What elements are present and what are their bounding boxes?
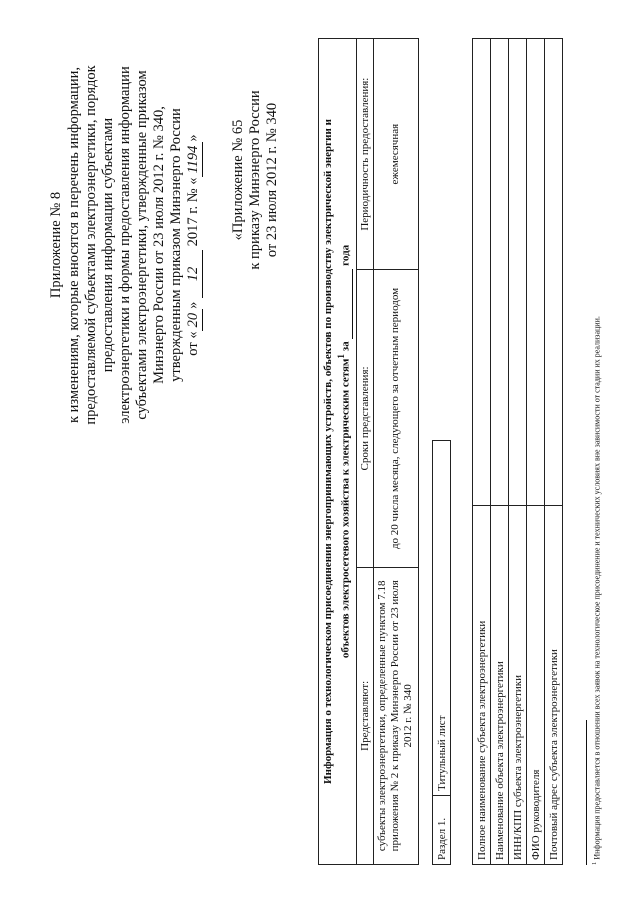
footnote-divider <box>586 720 587 865</box>
handwritten-day: 20 <box>185 309 203 332</box>
appendix-65-heading <box>230 65 281 295</box>
appendix-8-line: субъектами электроэнергетики, утвержденные приказом <box>134 70 150 420</box>
appendix-8-title: Приложение № 8 <box>48 191 64 299</box>
appendix-8-line: утвержденным приказом Минэнерго России <box>168 108 184 382</box>
date-prefix: от « <box>185 331 201 356</box>
report-title-za: за <box>339 341 352 354</box>
appendix-8-line: Минэнерго России от 23 июля 2012 г. № 340, <box>151 106 167 384</box>
deadline-value: до 20 числа месяца, следующего за отчетным периодом <box>373 270 418 567</box>
field-label-director: ФИО руководителя <box>527 506 545 865</box>
report-title-cell <box>319 39 357 865</box>
section-header-table <box>432 440 451 865</box>
appendix-65-line: к приказу Минэнерго России <box>247 90 263 270</box>
field-label-object-name: Наименование объекта электроэнергетики <box>491 506 509 865</box>
appendix-65-line: от 23 июля 2012 г. № 340 <box>264 102 280 258</box>
column-header-periodicity: Периодичность предоставления: <box>356 39 373 270</box>
period-blank-field <box>342 269 353 339</box>
column-header-submitters: Представляют: <box>356 567 373 864</box>
handwritten-number: 1194 <box>185 142 203 178</box>
footnote-text: Информация предоставляется в отношении всех заявок на технологическое присоединение и технических условиях вне зависимости от стадии их реализации. <box>592 316 602 862</box>
field-label-full-name: Полное наименование субъекта электроэнергетики <box>473 506 491 865</box>
section-label: Раздел 1. <box>433 796 451 865</box>
field-row <box>509 39 527 865</box>
date-mid: » <box>185 301 201 309</box>
report-title-year-word: года <box>339 244 352 266</box>
field-value-director[interactable] <box>527 39 545 506</box>
appendix-8-date-line <box>185 55 203 435</box>
field-row <box>473 39 491 865</box>
section-title: Титульный лист <box>433 441 451 796</box>
footnote <box>590 25 603 865</box>
report-title-line-1: Информация о технологическом присоединении энергопринимающих устройств, объектов по производству электрической энергии и <box>322 119 334 784</box>
submitters-value: субъекты электроэнергетики, определенные пунктом 7.18 приложения № 2 к приказу Минэнерго России от 23 июля 2012 г. № 340 <box>373 567 418 864</box>
field-value-inn-kpp[interactable] <box>509 39 527 506</box>
field-value-full-name[interactable] <box>473 39 491 506</box>
periodicity-value: ежемесячная <box>373 39 418 270</box>
field-label-inn-kpp: ИНН/КПП субъекта электроэнергетики <box>509 506 527 865</box>
appendix-8-heading <box>48 55 203 435</box>
field-label-postal-address: Почтовый адрес субъекта электроэнергетики <box>545 506 563 865</box>
handwritten-month: 12 <box>185 250 203 298</box>
footnote-marker: 1 <box>336 354 346 359</box>
date-suffix: » <box>185 134 201 142</box>
date-year: 2017 г. № « <box>185 177 201 247</box>
appendix-8-line: предоставления информации субъектами <box>100 117 116 373</box>
column-header-deadline: Сроки представления: <box>356 270 373 567</box>
appendix-8-line: к изменениям, которые вносятся в перечень информации, <box>66 66 82 424</box>
report-info-table <box>318 38 419 865</box>
appendix-65-line: «Приложение № 65 <box>230 119 246 241</box>
field-row <box>491 39 509 865</box>
appendix-8-line: предоставляемой субъектами электроэнергетики, порядок <box>83 65 99 425</box>
footnote-number: 1 <box>591 861 598 865</box>
field-row <box>545 39 563 865</box>
report-title-line-2 <box>335 43 353 860</box>
field-value-object-name[interactable] <box>491 39 509 506</box>
report-title-text: объектов электросетевого хозяйства к электрическим сетям <box>339 358 352 659</box>
field-value-postal-address[interactable] <box>545 39 563 506</box>
field-row <box>527 39 545 865</box>
title-sheet-fields-table <box>472 38 563 865</box>
appendix-8-line: электроэнергетики и формы предоставления информации <box>117 66 133 424</box>
